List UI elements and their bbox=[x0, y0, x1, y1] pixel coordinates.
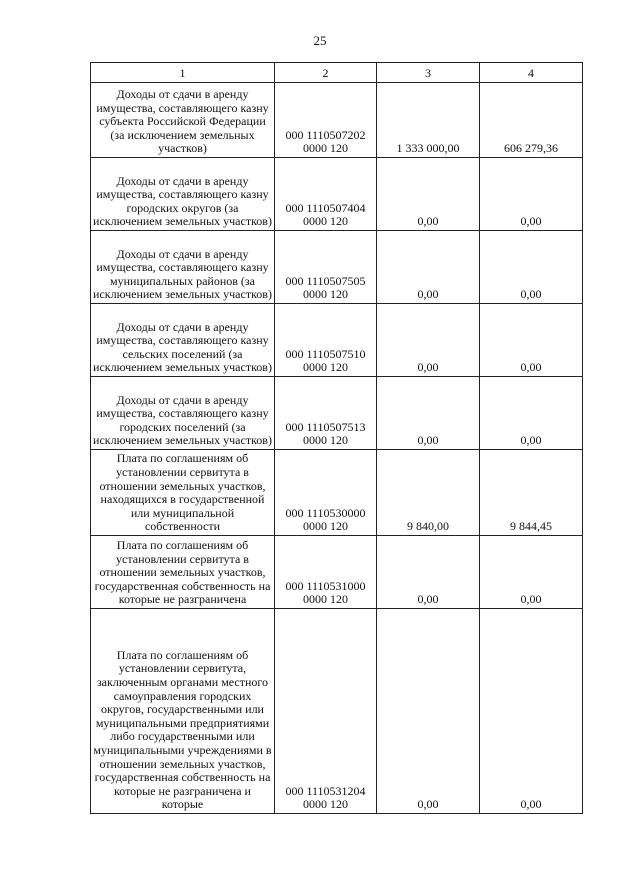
actual-amount: 0,00 bbox=[480, 536, 583, 609]
budget-code: 000 1110531000 0000 120 bbox=[275, 536, 377, 609]
actual-amount: 0,00 bbox=[480, 377, 583, 450]
revenue-name: Доходы от сдачи в аренду имущества, составляющего казну городских поселений (за исключением земельных участков) bbox=[91, 377, 275, 450]
budget-code: 000 1110531204 0000 120 bbox=[275, 609, 377, 814]
table-row bbox=[91, 609, 583, 814]
revenue-name: Доходы от сдачи в аренду имущества, составляющего казну городских округов (за исключением земельных участков) bbox=[91, 158, 275, 231]
column-header-2: 2 bbox=[275, 63, 377, 83]
table-row bbox=[91, 377, 583, 450]
plan-amount: 0,00 bbox=[377, 304, 480, 377]
actual-amount: 9 844,45 bbox=[480, 450, 583, 536]
actual-amount: 606 279,36 bbox=[480, 83, 583, 158]
table-row bbox=[91, 536, 583, 609]
table-row bbox=[91, 450, 583, 536]
actual-amount: 0,00 bbox=[480, 304, 583, 377]
column-header-1: 1 bbox=[91, 63, 275, 83]
plan-amount: 0,00 bbox=[377, 231, 480, 304]
revenue-name: Плата по соглашениям об установлении сервитута, заключенным органами местного самоуправления городских округов, государственными или муниципальными предприятиями либо государственными или муниципальными учреждениями в отношении земельных участков, государственная собственность на которые не разграничена и которые bbox=[91, 609, 275, 814]
page-number: 25 bbox=[313, 33, 327, 48]
actual-amount: 0,00 bbox=[480, 231, 583, 304]
budget-code: 000 1110530000 0000 120 bbox=[275, 450, 377, 536]
revenue-name: Плата по соглашениям об установлении сервитута в отношении земельных участков, находящихся в государственной или муниципальной собственности bbox=[91, 450, 275, 536]
table-row bbox=[91, 231, 583, 304]
revenue-name: Доходы от сдачи в аренду имущества, составляющего казну сельских поселений (за исключением земельных участков) bbox=[91, 304, 275, 377]
table-row bbox=[91, 304, 583, 377]
table-row bbox=[91, 83, 583, 158]
budget-code: 000 1110507513 0000 120 bbox=[275, 377, 377, 450]
header-row bbox=[91, 63, 583, 83]
budget-code: 000 1110507202 0000 120 bbox=[275, 83, 377, 158]
plan-amount: 0,00 bbox=[377, 377, 480, 450]
plan-amount: 9 840,00 bbox=[377, 450, 480, 536]
revenue-table bbox=[90, 62, 583, 814]
plan-amount: 0,00 bbox=[377, 158, 480, 231]
revenue-name: Доходы от сдачи в аренду имущества, составляющего казну муниципальных районов (за исключением земельных участков) bbox=[91, 231, 275, 304]
actual-amount: 0,00 bbox=[480, 609, 583, 814]
plan-amount: 0,00 bbox=[377, 536, 480, 609]
budget-code: 000 1110507510 0000 120 bbox=[275, 304, 377, 377]
revenue-name: Доходы от сдачи в аренду имущества, составляющего казну субъекта Российской Федерации (за исключением земельных участков) bbox=[91, 83, 275, 158]
column-header-4: 4 bbox=[480, 63, 583, 83]
budget-code: 000 1110507505 0000 120 bbox=[275, 231, 377, 304]
revenue-name: Плата по соглашениям об установлении сервитута в отношении земельных участков, государственная собственность на которые не разграничена bbox=[91, 536, 275, 609]
actual-amount: 0,00 bbox=[480, 158, 583, 231]
plan-amount: 1 333 000,00 bbox=[377, 83, 480, 158]
plan-amount: 0,00 bbox=[377, 609, 480, 814]
column-header-3: 3 bbox=[377, 63, 480, 83]
budget-code: 000 1110507404 0000 120 bbox=[275, 158, 377, 231]
table-row bbox=[91, 158, 583, 231]
